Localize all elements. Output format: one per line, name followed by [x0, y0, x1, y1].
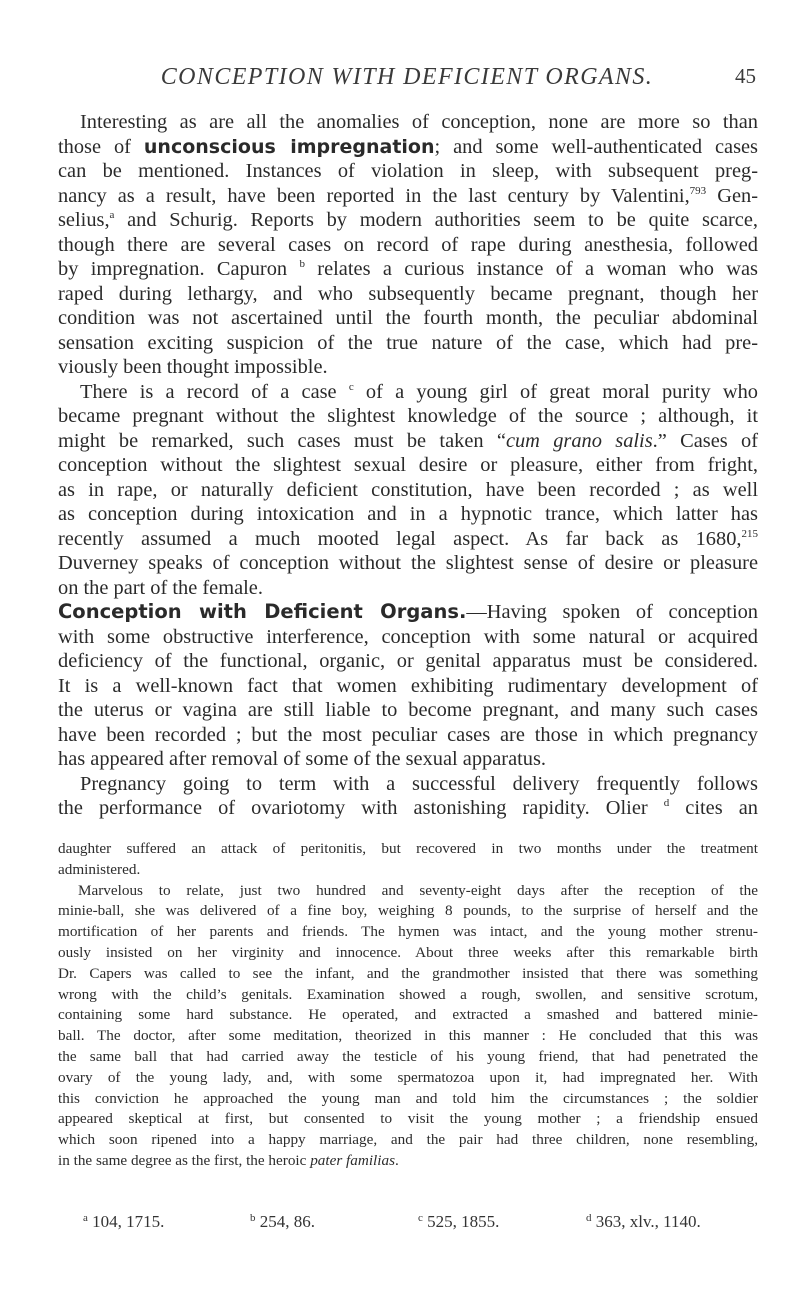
text-line: selius,$^a$ and Schurig. Reports by modern authorities seem to be quite scarce,	[58, 209, 758, 231]
reference-b: $^b$ 254, 86.	[250, 1212, 315, 1231]
note-line: ball. The doctor, after some meditation, theorized in this manner : He concluded that this was	[58, 1027, 758, 1045]
latin-phrase: pater familias	[310, 1151, 395, 1169]
footnote-ref: b	[299, 258, 305, 270]
text-line: can be mentioned. Instances of violation in sleep, with subsequent preg-	[58, 160, 758, 182]
text-line: the performance of ovariotomy with astonishing rapidity. Olier $^d$ cites an	[58, 797, 758, 819]
note-line: daughter suffered an attack of peritonitis, but recovered in two months under the treatment	[58, 840, 758, 857]
text-line: those of unconscious impregnation; and some well-authenticated cases	[58, 135, 758, 158]
page-number: 45	[735, 64, 756, 88]
note-line: the same ball that had carried away the testicle of his young friend, that had penetrated the	[58, 1047, 758, 1065]
reference-c: $^c$ 525, 1855.	[418, 1212, 500, 1231]
latin-phrase: cum grano salis	[505, 429, 653, 452]
note-line: wrong with the child’s genitals. Examination showed a rough, swollen, and sensitive scrotum,	[58, 985, 758, 1003]
running-head	[58, 64, 756, 94]
note-line: ovary of the young lady, and, with some spermatozoa upon it, had impregnated her. With	[58, 1068, 758, 1086]
note-paragraph	[58, 839, 758, 881]
text-line: It is a well-known fact that women exhibiting rudimentary development of	[58, 674, 758, 697]
text-line: as conception during intoxication and in a hypnotic trance, which latter has	[58, 503, 758, 525]
paragraph-unconscious-impregnation	[58, 110, 758, 380]
text-line: might be remarked, such cases must be taken “cum grano salis.” Cases of	[58, 429, 758, 452]
paragraph-deficient-organs	[58, 600, 758, 772]
text-line: on the part of the female.	[58, 576, 263, 599]
paragraph-unconscious-cases	[58, 380, 758, 601]
paragraph-ovariotomy	[58, 772, 758, 821]
text-line: with some obstructive interference, conception with some natural or acquired	[58, 625, 758, 648]
text-line: by impregnation. Capuron $^b$ relates a curious instance of a woman who was	[58, 258, 758, 280]
bold-term: unconscious impregnation	[143, 135, 435, 158]
note-line: this conviction he approached the young man and told him the circumstances ; the soldier	[58, 1089, 758, 1107]
reference-a: $^a$ 104, 1715.	[83, 1212, 165, 1231]
note-line: appeared skeptical at first, but consented to visit the young mother ; a friendship ensued	[58, 1110, 758, 1128]
running-head-title: CONCEPTION WITH DEFICIENT ORGANS.	[160, 64, 654, 90]
note-line: containing some hard substance. He operated, and extracted a smashed and battered minie-	[58, 1006, 758, 1024]
text-line: raped during lethargy, and who subsequently became pregnant, though her	[58, 282, 758, 305]
footnote-ref: 793	[689, 184, 707, 197]
text-line: sensation exciting suspicion of the true nature of the case, which had pre-	[58, 331, 758, 354]
text-line: recently assumed a much mooted legal aspect. As far back as 1680,$^{215}$	[58, 527, 758, 550]
footnote-ref: d	[663, 797, 670, 809]
text-line: Duverney speaks of conception without the slightest sense of desire or pleasure	[58, 552, 758, 574]
text-line: became pregnant without the slightest knowledge of the source ; although, it	[58, 405, 758, 427]
text-line: as in rape, or naturally deficient constitution, have been recorded ; as well	[58, 478, 758, 501]
text-line: conception without the slightest sexual desire or pleasure, either from fright,	[58, 454, 758, 476]
text-line: has appeared after removal of some of the sexual apparatus.	[58, 748, 547, 770]
text-line: nancy as a result, have been reported in the last century by Valentini,$^{793}$ Gen-	[58, 184, 758, 207]
text-line: There is a record of a case $^c$ of a young girl of great moral purity who	[80, 380, 758, 403]
text-line: Pregnancy going to term with a successful delivery frequently follows	[80, 772, 758, 795]
note-line: mortification of her parents and friends. The hymen was intact, and the young mother strenu-	[58, 923, 758, 941]
note-line: Marvelous to relate, just two hundred and seventy-eight days after the reception of the	[78, 881, 758, 899]
text-line: deficiency of the functional, organic, or genital apparatus must be considered.	[58, 650, 758, 672]
text-line: condition was not ascertained until the fourth month, the peculiar abdominal	[58, 307, 758, 329]
text-line: though there are several cases on record of rape during anesthesia, followed	[58, 233, 758, 256]
footnote-continuation	[58, 839, 758, 1172]
text-line: have been recorded ; but the most peculiar cases are those in which pregnancy	[58, 723, 758, 746]
footnote-ref: a	[109, 209, 115, 221]
note-line: Dr. Capers was called to see the infant, and the grandmother insisted that there was something	[58, 964, 758, 982]
text-line: viously been thought impossible.	[58, 356, 328, 378]
note-line: in the same degree as the first, the heroic pater familias.	[58, 1151, 399, 1169]
text-line: Conception with Deficient Organs.—Having spoken of conception	[58, 600, 758, 623]
text-line: Interesting as are all the anomalies of conception, none are more so than	[80, 111, 758, 133]
note-paragraph	[58, 881, 758, 1172]
section-heading: Conception with Deficient Organs.	[58, 600, 467, 623]
note-line: administered.	[58, 860, 141, 878]
body-text	[58, 110, 758, 821]
footnote-ref: 215	[741, 527, 758, 540]
note-line: minie-ball, she was delivered of a fine boy, weighing 8 pounds, to the surprise of herself and the	[58, 902, 758, 920]
note-line: which soon ripened into a happy marriage, and the pair had three children, none resembling,	[58, 1131, 758, 1149]
note-line: ously insisted on her virginity and innocence. About three weeks after this remarkable birth	[58, 943, 758, 961]
footnote-ref: c	[348, 380, 354, 393]
reference-d: $^d$ 363, xlv., 1140.	[586, 1212, 701, 1231]
text-line: the uterus or vagina are still liable to become pregnant, and many such cases	[58, 699, 758, 721]
